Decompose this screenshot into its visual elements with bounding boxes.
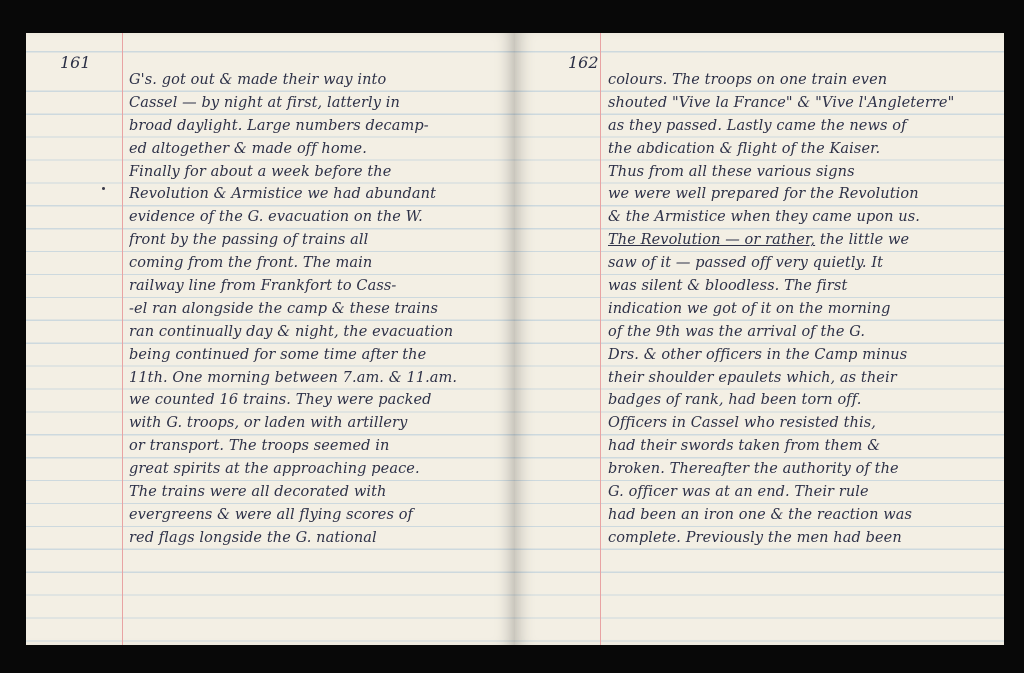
text-line: had their swords taken from them &	[608, 438, 881, 455]
text-line: G. officer was at an end. Their rule	[608, 484, 869, 501]
text-line: broken. Thereafter the authority of the	[608, 461, 899, 478]
text-line: badges of rank, had been torn off.	[608, 392, 862, 409]
handwritten-text	[129, 69, 511, 550]
text-line: Officers in Cassel who resisted this,	[608, 415, 876, 432]
text-line: Thus from all these various signs	[608, 163, 855, 180]
text-line: -el ran alongside the camp & these trains	[129, 300, 439, 317]
text-line: of the 9th was the arrival of the G.	[608, 323, 866, 340]
text-line: & the Armistice when they came upon us.	[608, 209, 920, 226]
text-line: we counted 16 trains. They were packed	[129, 392, 432, 409]
text-line: red flags longside the G. national	[129, 529, 377, 546]
text-line: 11th. One morning between 7.am. & 11.am.	[129, 369, 458, 386]
text-line: had been an iron one & the reaction was	[608, 506, 913, 523]
text-line: front by the passing of trains all	[129, 232, 369, 249]
text-line: was silent & bloodless. The first	[608, 278, 848, 295]
margin-line	[122, 33, 123, 645]
text-line: Cassel — by night at first, latterly in	[129, 94, 400, 111]
page-number: 162	[568, 53, 599, 72]
text-line: evidence of the G. evacuation on the W.	[129, 209, 423, 226]
text-line: evergreens & were all flying scores of	[129, 506, 414, 523]
page-number: 161	[60, 53, 91, 72]
text-line: colours. The troops on one train even	[608, 72, 888, 88]
text-line: Revolution & Armistice we had abundant	[129, 186, 437, 203]
text-line: Finally for about a week before the	[129, 163, 392, 180]
text-line: indication we got of it on the morning	[608, 300, 891, 317]
handwritten-text	[608, 69, 1000, 550]
text-line: The trains were all decorated with	[129, 484, 387, 501]
text-line	[608, 229, 1000, 252]
text-line: coming from the front. The main	[129, 255, 373, 272]
text-line: shouted "Vive la France" & "Vive l'Angleterre"	[608, 94, 955, 111]
line-continuation: the little we	[819, 232, 910, 249]
left-page	[26, 33, 515, 645]
margin-line	[600, 33, 601, 645]
text-line: with G. troops, or laden with artillery	[129, 415, 408, 432]
ink-mark	[102, 187, 105, 190]
text-line: railway line from Frankfort to Cass-	[129, 278, 397, 295]
text-line: G's. got out & made their way into	[129, 72, 387, 88]
section-heading: The Revolution — or rather,	[608, 232, 816, 249]
text-line: their shoulder epaulets which, as their	[608, 369, 897, 386]
notebook	[26, 33, 1004, 645]
text-line: Drs. & other officers in the Camp minus	[608, 346, 908, 363]
text-line: the abdication & flight of the Kaiser.	[608, 140, 881, 157]
text-line: broad daylight. Large numbers decamp-	[129, 117, 429, 134]
text-line: ran continually day & night, the evacuation	[129, 323, 454, 340]
text-line: we were well prepared for the Revolution	[608, 186, 919, 203]
text-line: being continued for some time after the	[129, 346, 427, 363]
text-line: as they passed. Lastly came the news of	[608, 117, 907, 134]
text-line: saw of it — passed off very quietly. It	[608, 255, 884, 272]
text-line: complete. Previously the men had been	[608, 529, 902, 546]
right-page	[515, 33, 1004, 645]
text-line: or transport. The troops seemed in	[129, 438, 390, 455]
text-line: great spirits at the approaching peace.	[129, 461, 420, 478]
text-line: ed altogether & made off home.	[129, 140, 367, 157]
